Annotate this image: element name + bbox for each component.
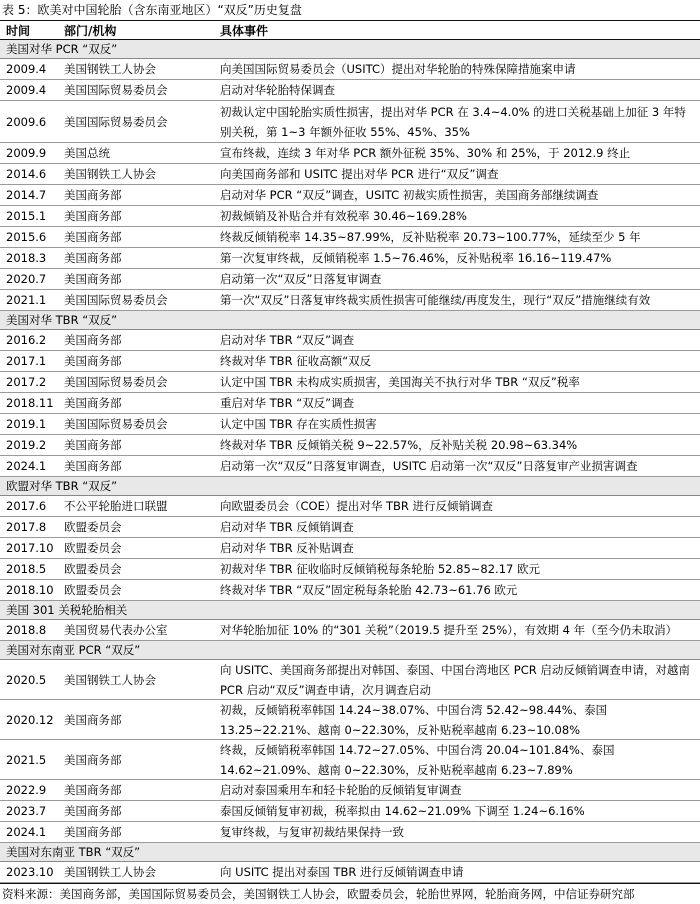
cell-dept: 不公平轮胎进口联盟 [64, 499, 168, 513]
cell-event: 终裁对华 TBR 征收高额“双反 [220, 354, 372, 368]
cell-dept: 欧盟委员会 [64, 541, 122, 555]
cell-event: 第一次“双反”日落复审终裁实质性损害可能继续/再度发生，现行“双反”措施继续有效 [220, 293, 651, 307]
table-row [0, 862, 700, 883]
cell-time: 2015.6 [6, 230, 47, 244]
table-row [0, 143, 700, 164]
cell-time: 2018.3 [6, 251, 47, 265]
cell-event: 向美国商务部和 USITC 提出对华 PCR 进行“双反”调查 [220, 167, 499, 181]
source-note: 资料来源：美国商务部，美国国际贸易委员会，美国钢铁工人协会，欧盟委员会，轮胎世界网，轮胎商务网，中信证券研究部 [0, 883, 700, 904]
table-row [0, 59, 700, 80]
cell-event: 初裁对华 TBR 征收临时反倾销税每条轮胎 52.85~82.17 欧元 [220, 562, 541, 576]
table-row [0, 740, 700, 780]
cell-time: 2009.4 [6, 83, 47, 97]
table-row [0, 620, 700, 641]
table-row [0, 227, 700, 248]
table-row [0, 269, 700, 290]
table-row [0, 414, 700, 435]
cell-event: 启动对华 TBR 反倾销调查 [220, 520, 354, 534]
table-row [0, 206, 700, 227]
cell-dept: 美国国际贸易委员会 [64, 114, 168, 129]
table-row [0, 456, 700, 477]
cell-time: 2009.6 [6, 114, 47, 129]
table-row [0, 660, 700, 700]
cell-time: 2018.11 [6, 396, 54, 410]
cell-time: 2017.2 [6, 375, 47, 389]
cell-event: 终裁反倾销税率 14.35~87.99%，反补贴税率 20.73~100.77%，延续至少 5 年 [220, 230, 641, 244]
cell-dept: 美国商务部 [64, 459, 122, 473]
table-row [0, 101, 700, 143]
cell-time: 2009.9 [6, 146, 47, 160]
cell-event: 初裁倾销及补贴合并有效税率 30.46~169.28% [220, 209, 467, 223]
cell-event: 向美国国际贸易委员会（USITC）提出对华轮胎的特殊保障措施案申请 [220, 62, 576, 76]
table-row [0, 496, 700, 517]
cell-dept: 美国商务部 [64, 438, 122, 452]
table-header [0, 20, 700, 40]
section-heading: 欧盟对华 TBR “双反” [0, 477, 700, 496]
table-row [0, 822, 700, 843]
section-heading: 美国对华 TBR “双反” [0, 311, 700, 330]
cell-time: 2018.8 [6, 623, 47, 637]
cell-event: 第一次复审终裁，反倾销税率 1.5~76.46%，反补贴税率 16.16~119.47% [220, 251, 612, 265]
cell-event: 向 USITC 提出对泰国 TBR 进行反倾销调查申请 [220, 865, 464, 879]
cell-time: 2016.2 [6, 333, 47, 347]
cell-time: 2017.10 [6, 541, 54, 555]
cell-dept: 美国钢铁工人协会 [64, 62, 156, 76]
cell-dept: 美国商务部 [64, 396, 122, 410]
table-row [0, 185, 700, 206]
cell-event: 向 USITC、美国商务部提出对韩国、泰国、中国台湾地区 PCR 启动反倾销调查申请，对越南 PCR 启动“双反”调查申请，次月调查启动 [220, 662, 690, 697]
header-time: 时间 [6, 23, 31, 38]
table-caption: 表 5：欧美对中国轮胎（含东南亚地区）“双反”历史复盘 [2, 3, 302, 17]
header-event: 具体事件 [220, 23, 269, 38]
cell-event: 启动对泰国乘用车和轻卡轮胎的反倾销复审调查 [220, 783, 462, 797]
cell-dept: 美国国际贸易委员会 [64, 417, 168, 431]
cell-dept: 美国商务部 [64, 251, 122, 265]
cell-event: 启动对华 PCR “双反”调查，USITC 初裁实质性损害，美国商务部继续调查 [220, 188, 599, 202]
cell-time: 2017.8 [6, 520, 47, 534]
cell-dept: 美国商务部 [64, 752, 122, 767]
table-row [0, 780, 700, 801]
table-row [0, 538, 700, 559]
cell-time: 2014.6 [6, 167, 47, 181]
table-row [0, 351, 700, 372]
cell-dept: 美国贸易代表办公室 [64, 623, 168, 637]
cell-time: 2018.10 [6, 583, 54, 597]
table-row [0, 393, 700, 414]
cell-event: 启动对华 TBR 反补贴调查 [220, 541, 354, 555]
cell-dept: 美国商务部 [64, 333, 122, 347]
cell-dept: 美国商务部 [64, 209, 122, 223]
cell-dept: 美国国际贸易委员会 [64, 293, 168, 307]
cell-dept: 美国商务部 [64, 783, 122, 797]
section-heading: 美国 301 关税轮胎相关 [0, 601, 700, 620]
cell-time: 2009.4 [6, 62, 47, 76]
cell-dept: 美国商务部 [64, 825, 122, 839]
cell-time: 2020.5 [6, 672, 47, 687]
cell-time: 2019.2 [6, 438, 47, 452]
table-row [0, 290, 700, 311]
cell-dept: 欧盟委员会 [64, 562, 122, 576]
cell-time: 2019.1 [6, 417, 47, 431]
cell-event: 启动对华 TBR “双反”调查 [220, 333, 355, 347]
cell-event: 终裁对华 TBR “双反”固定税每条轮胎 42.73~61.76 欧元 [220, 583, 518, 597]
cell-dept: 美国商务部 [64, 804, 122, 818]
cell-dept: 美国商务部 [64, 188, 122, 202]
cell-time: 2023.10 [6, 865, 54, 879]
cell-event: 对华轮胎加征 10% 的“301 关税”（2019.5 提升至 25%），有效期 4 年（至今仍未取消） [220, 623, 678, 637]
table-row [0, 372, 700, 393]
cell-event: 重启对华 TBR “双反”调查 [220, 396, 355, 410]
cell-event: 启动第一次“双反”日落复审调查，USITC 启动第一次“双反”日落复审产业损害调查 [220, 459, 638, 473]
table-row [0, 248, 700, 269]
cell-event: 初裁，反倾销税率韩国 14.24~38.07%、中国台湾 52.42~98.44%、泰国 13.25~22.21%、越南 0~22.30%，反补贴税率越南 6.23~10.08% [220, 702, 608, 737]
section-heading: 美国对华 PCR “双反” [0, 40, 700, 59]
cell-event: 认定中国 TBR 未构成实质损害，美国海关不执行对华 TBR “双反”税率 [220, 375, 580, 389]
cell-dept: 美国商务部 [64, 354, 122, 368]
cell-time: 2018.5 [6, 562, 47, 576]
table-row [0, 801, 700, 822]
cell-event: 启动第一次“双反”日落复审调查 [220, 272, 382, 286]
cell-event: 向欧盟委员会（COE）提出对华 TBR 进行反倾销调查 [220, 499, 494, 513]
cell-event: 终裁，反倾销税率韩国 14.72~27.05%、中国台湾 20.04~101.84%、泰国 14.62~21.09%、越南 0~22.30%，反补贴税率越南 6.23~7.89% [220, 742, 615, 777]
cell-time: 2015.1 [6, 209, 47, 223]
cell-event: 认定中国 TBR 存在实质性损害 [220, 417, 377, 431]
cell-time: 2023.7 [6, 804, 47, 818]
cell-event: 终裁对华 TBR 反倾销关税 9~22.57%，反补贴关税 20.98~63.34% [220, 438, 578, 452]
table-row [0, 330, 700, 351]
table-row [0, 700, 700, 740]
cell-time: 2021.5 [6, 752, 47, 767]
cell-time: 2014.7 [6, 188, 47, 202]
cell-time: 2020.7 [6, 272, 47, 286]
cell-dept: 美国钢铁工人协会 [64, 167, 156, 181]
table-row [0, 435, 700, 456]
cell-dept: 美国国际贸易委员会 [64, 83, 168, 97]
cell-event: 初裁认定中国轮胎实质性损害，提出对华 PCR 在 3.4~4.0% 的进口关税基础上加征 3 年特别关税，第 1~3 年额外征收 55%、45%、35% [220, 104, 686, 139]
header-dept: 部门/机构 [64, 23, 117, 38]
cell-time: 2022.9 [6, 783, 47, 797]
table-row [0, 80, 700, 101]
cell-time: 2021.1 [6, 293, 47, 307]
table-row [0, 517, 700, 538]
cell-dept: 欧盟委员会 [64, 520, 122, 534]
cell-event: 复审终裁，与复审初裁结果保持一致 [220, 825, 404, 839]
cell-dept: 美国商务部 [64, 230, 122, 244]
section-heading: 美国对东南亚 PCR “双反” [0, 641, 700, 660]
cell-time: 2024.1 [6, 459, 47, 473]
cell-dept: 美国总统 [64, 146, 110, 160]
cell-time: 2020.12 [6, 712, 54, 727]
cell-time: 2017.1 [6, 354, 47, 368]
cell-dept: 美国钢铁工人协会 [64, 865, 156, 879]
cell-event: 宣布终裁，连续 3 年对华 PCR 额外征税 35%、30% 和 25%，于 2012.9 终止 [220, 146, 631, 160]
table-row [0, 559, 700, 580]
cell-time: 2017.6 [6, 499, 47, 513]
cell-dept: 美国国际贸易委员会 [64, 375, 168, 389]
table-row [0, 580, 700, 601]
table-row [0, 164, 700, 185]
cell-dept: 欧盟委员会 [64, 583, 122, 597]
cell-dept: 美国钢铁工人协会 [64, 672, 156, 687]
cell-event: 泰国反倾销复审初裁，税率拟由 14.62~21.09% 下调至 1.24~6.16% [220, 804, 585, 818]
cell-time: 2024.1 [6, 825, 47, 839]
section-heading: 美国对东南亚 TBR “双反” [0, 843, 700, 862]
cell-dept: 美国商务部 [64, 272, 122, 286]
cell-dept: 美国商务部 [64, 712, 122, 727]
cell-event: 启动对华轮胎特保调查 [220, 83, 335, 97]
